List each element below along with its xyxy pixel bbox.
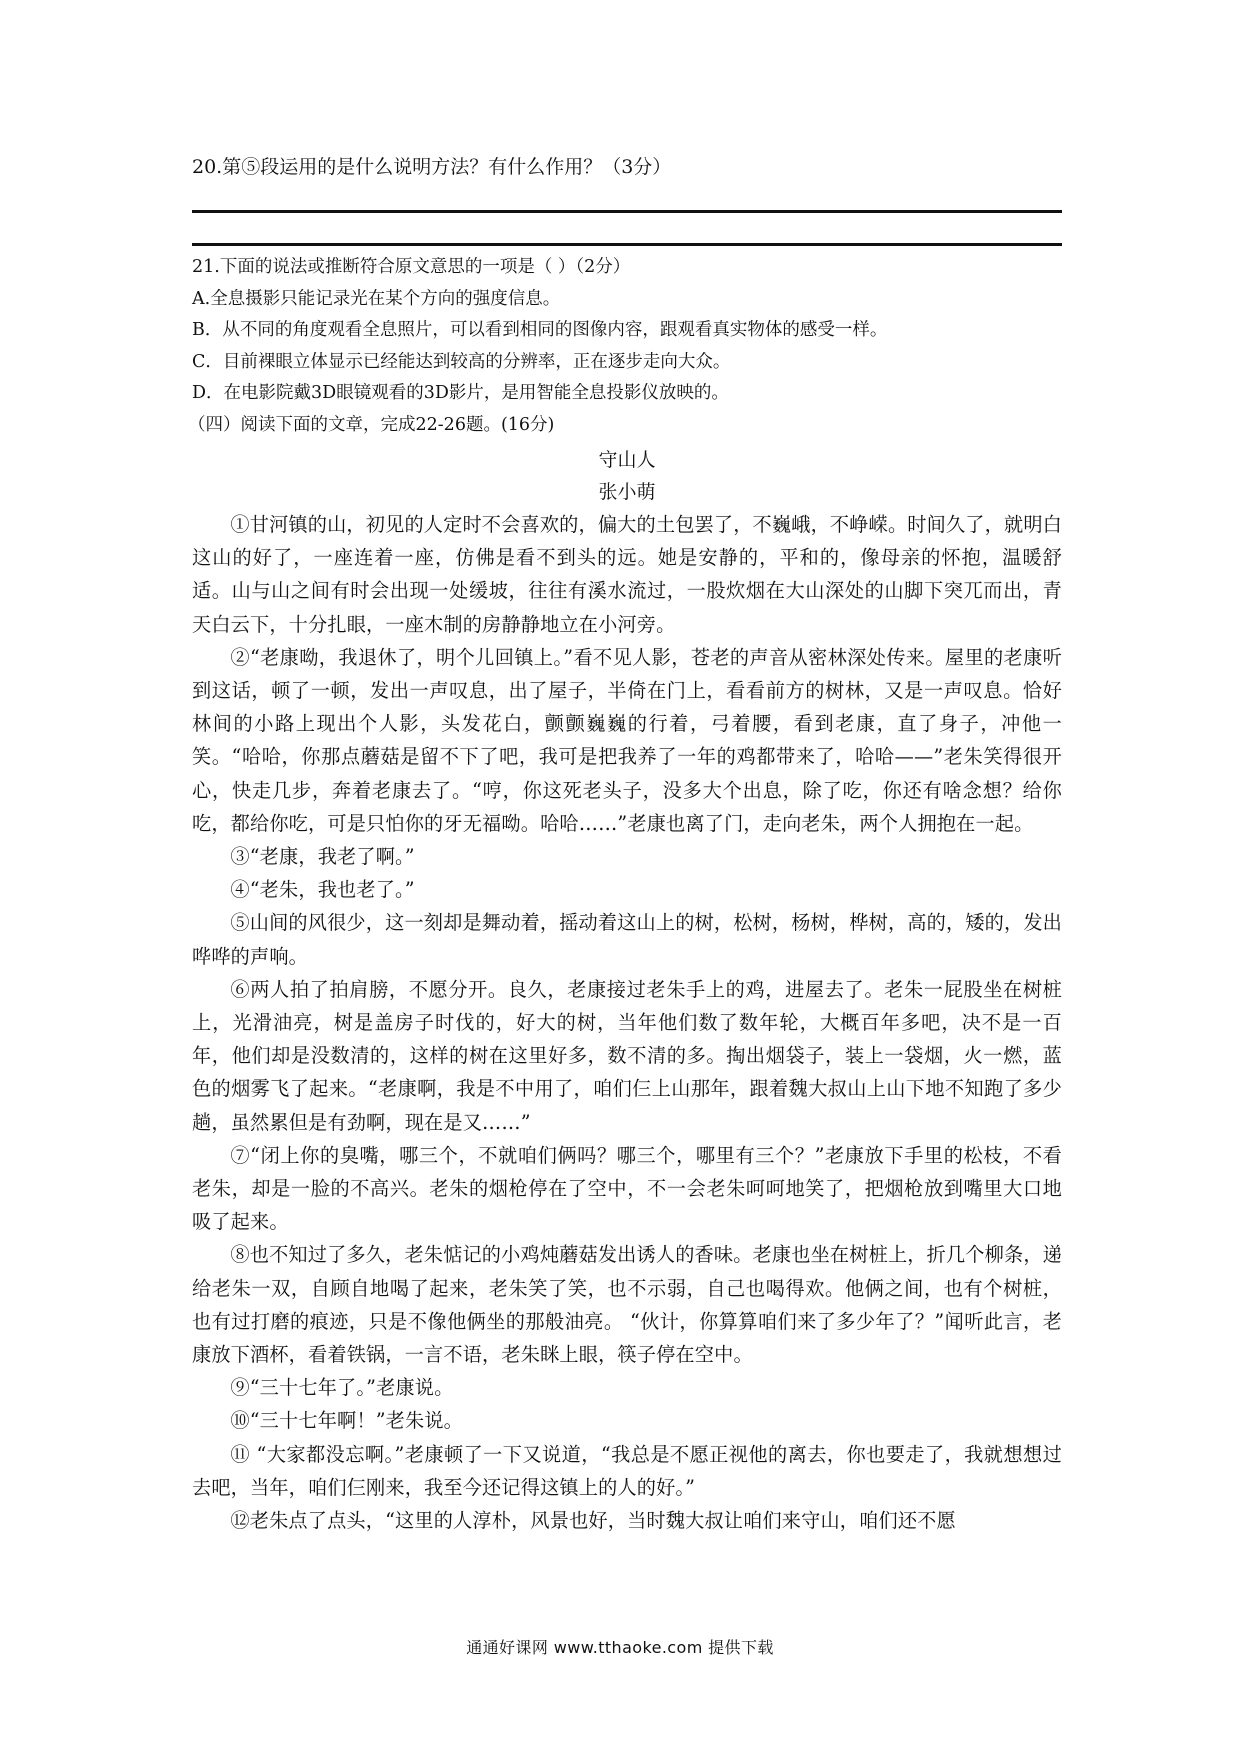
- article-paragraph: ④“老朱，我也老了。”: [230, 878, 415, 902]
- question-20: 20.第⑤段运用的是什么说明方法？有什么作用？（3分）: [192, 156, 672, 178]
- article-paragraph: ③“老康，我老了啊。”: [230, 845, 415, 869]
- section-heading: （四）阅读下面的文章，完成22-26题。(16分): [188, 414, 555, 435]
- article-paragraph: ⑪ “大家都没忘啊。”老康顿了一下又说道，“我总是不愿正视他的离去，你也要走了，我就想想过去吧，当年，咱们仨刚来，我至今还记得这镇上的人的好。”: [192, 1442, 1062, 1499]
- article-paragraph: ⑤山间的风很少，这一刻却是舞动着，摇动着这山上的树，松树，杨树，桦树，高的，矮的，发出哗哗的声响。: [192, 911, 1062, 968]
- article-paragraph: ⑥两人拍了拍肩膀，不愿分开。良久，老康接过老朱手上的鸡，进屋去了。老朱一屁股坐在树桩上，光滑油亮，树是盖房子时伐的，好大的树，当年他们数了数年轮，大概百年多吧，决不是一百年，他们却是没数清的，这样的树在这里好多，数不清的多。掏出烟袋子，装上一袋烟，火一燃，蓝色的烟雾飞了起来。“老康啊，我是不中用了，咱们仨上山那年，跟着魏大叔山上山下地不知跑了多少趟，虽然累但是有劲啊，现在是又……”: [192, 977, 1062, 1134]
- question-21-option-c: C．目前裸眼立体显示已经能达到较高的分辨率，正在逐步走向大众。: [192, 351, 731, 372]
- question-21-option-b: B．从不同的角度观看全息照片，可以看到相同的图像内容，跟观看真实物体的感受一样。: [192, 320, 888, 340]
- footer-text: 通通好课网 www.tthaoke.com 提供下载: [466, 1638, 774, 1657]
- article-title: 守山人: [598, 449, 656, 471]
- question-21-stem: 21.下面的说法或推断符合原文意思的一项是（ ）（2分）: [192, 257, 631, 277]
- article-heading: [192, 444, 1062, 508]
- article-paragraph: ⑦“闭上你的臭嘴，哪三个，不就咱们俩吗？哪三个，哪里有三个？”老康放下手里的松枝，不看老朱，却是一脸的不高兴。老朱的烟枪停在了空中，不一会老朱呵呵地笑了，把烟枪放到嘴里大口地吸了起来。: [192, 1143, 1062, 1234]
- article-paragraph: ⑧也不知过了多久，老朱惦记的小鸡炖蘑菇发出诱人的香味。老康也坐在树桩上，折几个柳条，递给老朱一双，自顾自地喝了起来，老朱笑了笑，也不示弱，自己也喝得欢。他俩之间，也有个树桩，也有过打磨的痕迹，只是不像他俩坐的那般油亮。 “伙计，你算算咱们来了多少年了？”闻听此言，老康放下酒杯，看着铁锅，一言不语，老朱眯上眼，筷子停在空中。: [192, 1243, 1062, 1367]
- question-21-block: [188, 252, 1072, 441]
- article-paragraph: ⑨“三十七年了。”老康说。: [230, 1376, 454, 1400]
- answer-line: [192, 243, 1062, 246]
- question-21-option-a: A.全息摄影只能记录光在某个方向的强度信息。: [192, 288, 561, 309]
- article-paragraph: ②“老康呦，我退休了，明个儿回镇上。”看不见人影，苍老的声音从密林深处传来。屋里的老康听到这话，顿了一顿，发出一声叹息，出了屋子，半倚在门上，看看前方的树林，又是一声叹息。恰好林间的小路上现出个人影，头发花白，颤颤巍巍的行着，弓着腰，看到老康，直了身子，冲他一笑。“哈哈，你那点蘑菇是留不下了吧，我可是把我养了一年的鸡都带来了，哈哈——”老朱笑得很开心，快走几步，奔着老康去了。“哼，你这死老头子，没多大个出息，除了吃，你还有啥念想？给你吃，都给你吃，可是只怕你的牙无福呦。哈哈……”老康也离了门，走向老朱，两个人拥抱在一起。: [192, 645, 1062, 835]
- question-21-option-d: D．在电影院戴3D眼镜观看的3D影片，是用智能全息投影仪放映的。: [192, 383, 729, 403]
- article-paragraph: ⑩“三十七年啊！”老朱说。: [230, 1409, 464, 1433]
- article-paragraph: ①甘河镇的山，初见的人定时不会喜欢的，偏大的土包罢了，不巍峨，不峥嵘。时间久了，就明白这山的好了，一座连着一座，仿佛是看不到头的远。她是安静的，平和的，像母亲的怀抱，温暖舒适。山与山之间有时会出现一处缓坡，往往有溪水流过，一股炊烟在大山深处的山脚下突兀而出，青天白云下，十分扎眼，一座木制的房静静地立在小河旁。: [192, 513, 1062, 636]
- answer-line: [192, 210, 1062, 213]
- article-body: [192, 508, 1062, 1537]
- article-author: 张小萌: [598, 481, 656, 503]
- article-paragraph: ⑫老朱点了点头，“这里的人淳朴，风景也好，当时魏大叔让咱们来守山，咱们还不愿: [230, 1509, 956, 1533]
